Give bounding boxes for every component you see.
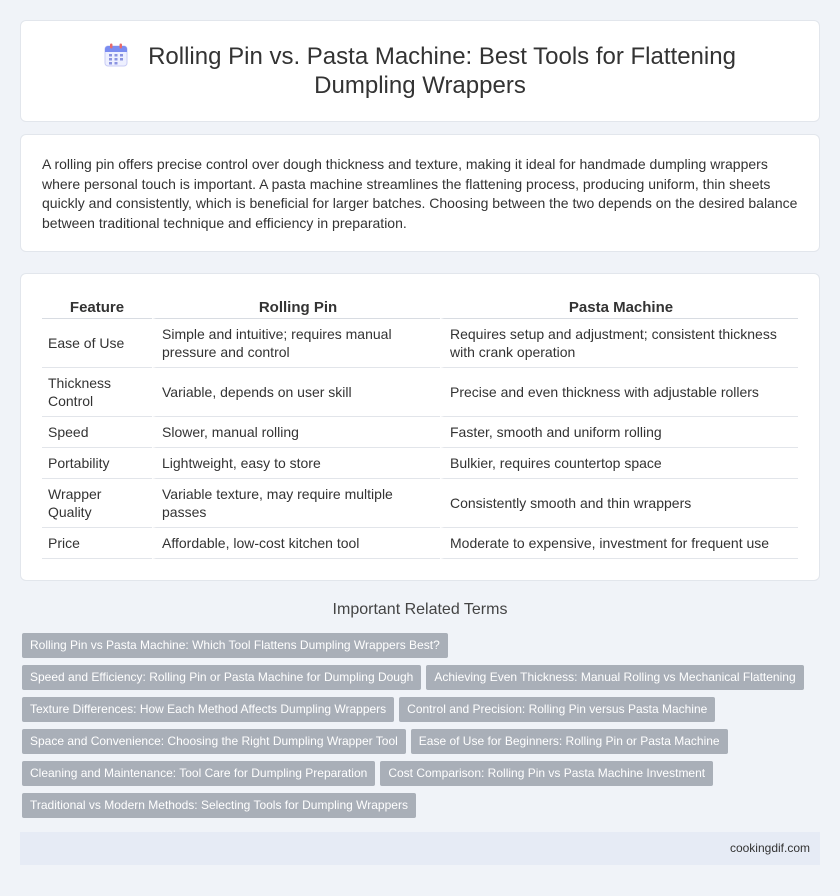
related-term-tag[interactable]: Texture Differences: How Each Method Affects Dumpling Wrappers [22, 697, 394, 722]
column-header-rolling-pin: Rolling Pin [152, 295, 440, 319]
intro-card [20, 134, 820, 252]
feature-cell: Ease of Use [42, 319, 152, 368]
pasta-machine-cell: Precise and even thickness with adjustable rollers [440, 368, 798, 417]
related-terms-list [22, 633, 822, 825]
related-term-tag[interactable]: Control and Precision: Rolling Pin versus Pasta Machine [399, 697, 715, 722]
related-term-tag[interactable]: Rolling Pin vs Pasta Machine: Which Tool Flattens Dumpling Wrappers Best? [22, 633, 448, 658]
table-row [42, 319, 798, 368]
page-title-text: Rolling Pin vs. Pasta Machine: Best Tools for Flattening Dumpling Wrappers [148, 43, 736, 99]
related-terms-title: Important Related Terms [332, 601, 508, 618]
related-term-tag[interactable]: Space and Convenience: Choosing the Right Dumpling Wrapper Tool [22, 729, 406, 754]
table-row [42, 528, 798, 559]
table-header-row [42, 295, 798, 319]
rolling-pin-cell: Variable texture, may require multiple passes [152, 479, 440, 528]
rolling-pin-cell: Lightweight, easy to store [152, 448, 440, 479]
table-row [42, 479, 798, 528]
table-row [42, 417, 798, 448]
calendar-icon [104, 43, 128, 67]
pasta-machine-cell: Faster, smooth and uniform rolling [440, 417, 798, 448]
feature-cell: Thickness Control [42, 368, 152, 417]
feature-cell: Price [42, 528, 152, 559]
related-term-tag[interactable]: Ease of Use for Beginners: Rolling Pin or Pasta Machine [411, 729, 728, 754]
footer-site-name[interactable]: cookingdif.com [729, 841, 810, 855]
table-row [42, 448, 798, 479]
rolling-pin-cell: Simple and intuitive; requires manual pressure and control [152, 319, 440, 368]
footer [20, 832, 820, 865]
feature-cell: Speed [42, 417, 152, 448]
intro-paragraph: A rolling pin offers precise control over dough thickness and texture, making it ideal for handmade dumpling wrappers where personal touch is important. A pasta machine streamlines the flattening process, producing uniform, thin sheets quickly and consistently, which is beneficial for larger batches. Choosing between the two depends on the desired balance between traditional technique and efficiency in preparation. [42, 156, 798, 231]
pasta-machine-cell: Requires setup and adjustment; consistent thickness with crank operation [440, 319, 798, 368]
related-term-tag[interactable]: Cleaning and Maintenance: Tool Care for Dumpling Preparation [22, 761, 375, 786]
rolling-pin-cell: Slower, manual rolling [152, 417, 440, 448]
pasta-machine-cell: Consistently smooth and thin wrappers [440, 479, 798, 528]
related-term-tag[interactable]: Speed and Efficiency: Rolling Pin or Pasta Machine for Dumpling Dough [22, 665, 421, 690]
column-header-pasta-machine: Pasta Machine [440, 295, 798, 319]
comparison-table-card [20, 273, 820, 581]
feature-cell: Portability [42, 448, 152, 479]
related-term-tag[interactable]: Achieving Even Thickness: Manual Rolling vs Mechanical Flattening [426, 665, 803, 690]
rolling-pin-cell: Variable, depends on user skill [152, 368, 440, 417]
table-row [42, 368, 798, 417]
page-title [51, 42, 789, 100]
comparison-table [42, 295, 798, 559]
feature-cell: Wrapper Quality [42, 479, 152, 528]
rolling-pin-cell: Affordable, low-cost kitchen tool [152, 528, 440, 559]
related-term-tag[interactable]: Cost Comparison: Rolling Pin vs Pasta Machine Investment [380, 761, 713, 786]
column-header-feature: Feature [42, 295, 152, 319]
related-term-tag[interactable]: Traditional vs Modern Methods: Selecting Tools for Dumpling Wrappers [22, 793, 416, 818]
pasta-machine-cell: Bulkier, requires countertop space [440, 448, 798, 479]
pasta-machine-cell: Moderate to expensive, investment for frequent use [440, 528, 798, 559]
header-card [20, 20, 820, 122]
